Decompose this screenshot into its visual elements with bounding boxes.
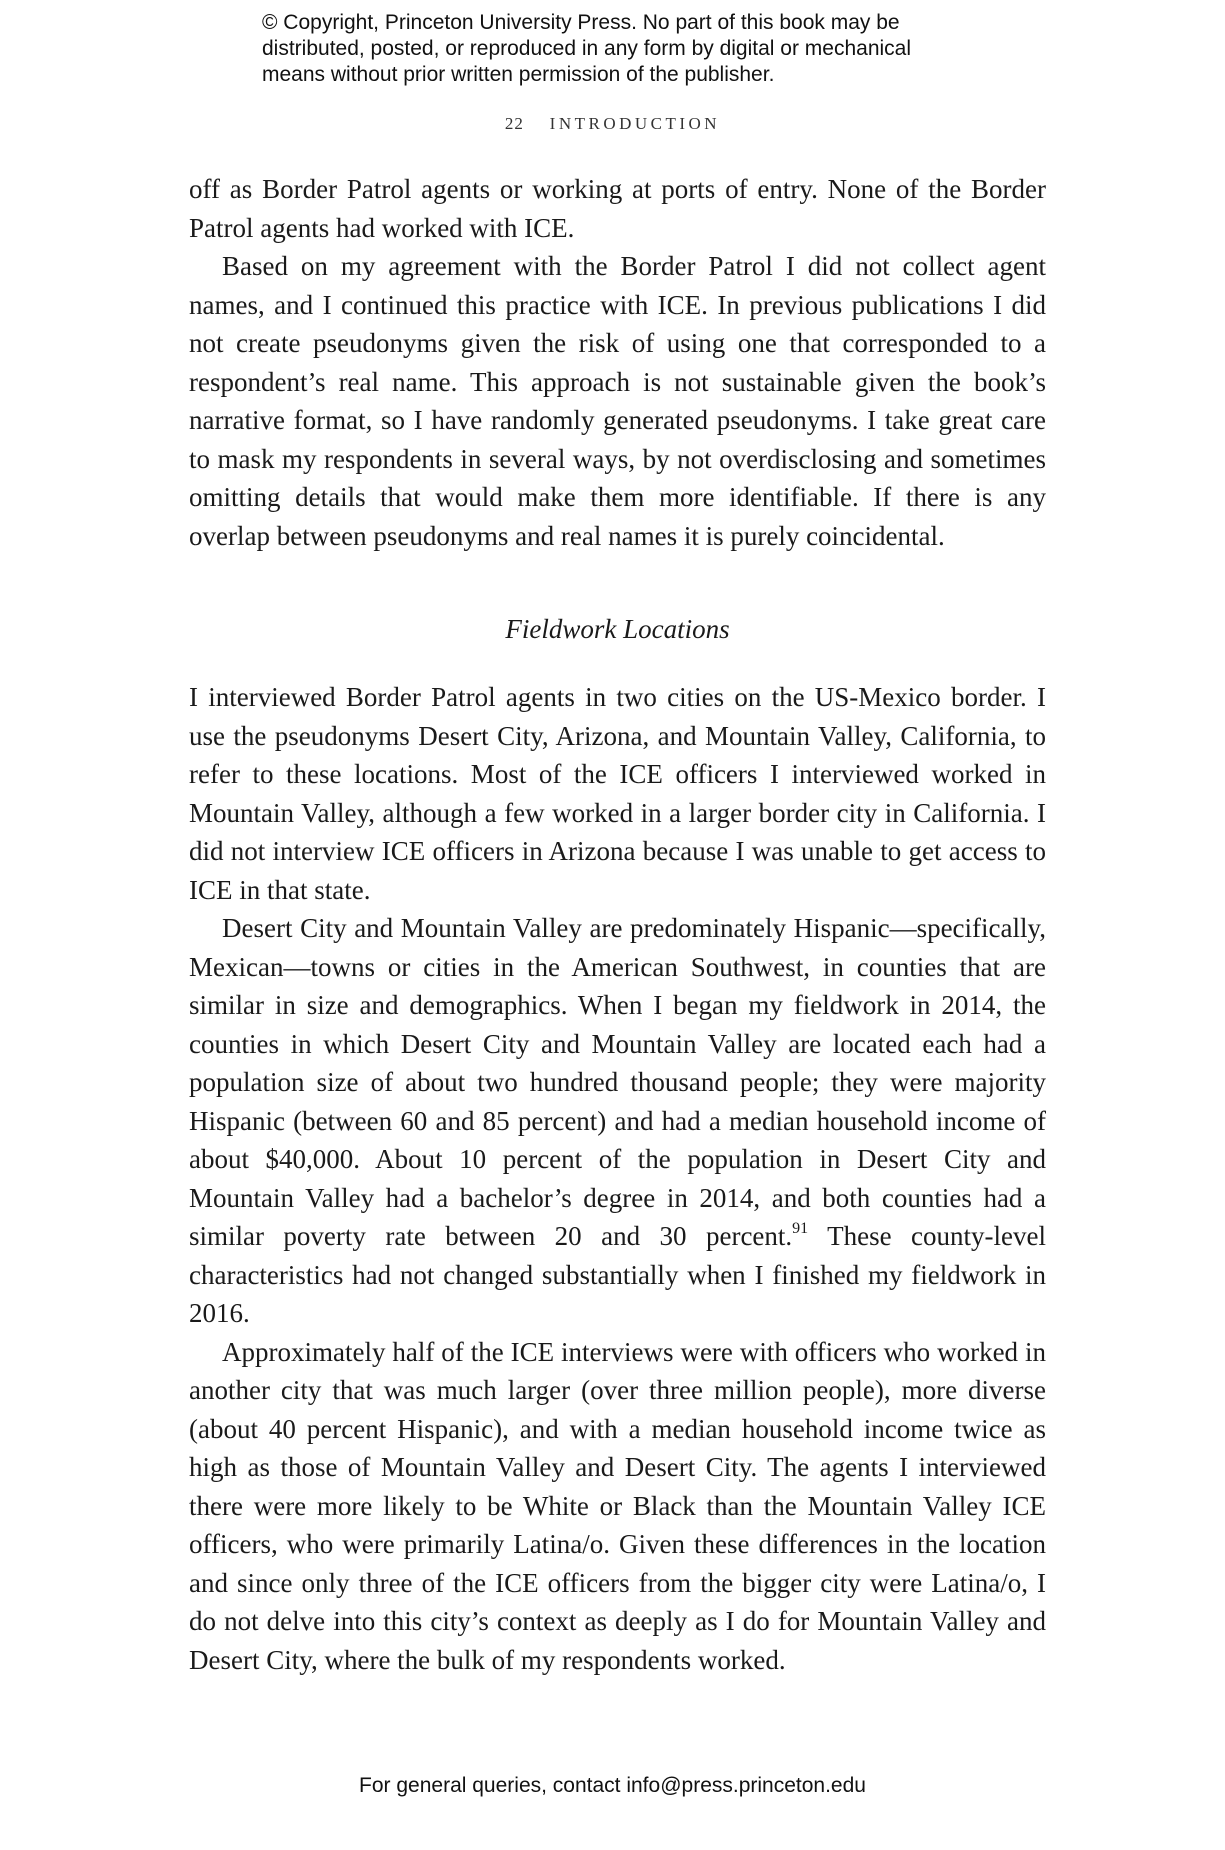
copyright-line: © Copyright, Princeton University Press. No part of this book may be: [262, 11, 900, 34]
copyright-line: distributed, posted, or reproduced in any form by digital or mechanical: [262, 37, 912, 60]
paragraph: [189, 909, 1046, 1333]
copyright-notice: [262, 10, 1022, 88]
paragraph-text: Desert City and Mountain Valley are predominately Hispanic—specifically, Mexican—towns or cities in the American Southwest, in counties that are similar in size and demographics. When I began my fieldwork in 2014, the counties in which Desert City and Mountain Valley are located each had a population size of about two hundred thousand people; they were majority Hispanic (between 60 and 85 percent) and had a median household income of about $40,000. About 10 percent of the population in Desert City and Mountain Valley had a bachelor’s degree in 2014, and both counties had a similar poverty rate between 20 and 30 percent.: [189, 913, 1046, 1251]
section-heading: Fieldwork Locations: [505, 614, 730, 644]
paragraph: Approximately half of the ICE interviews were with officers who worked in another city that was much larger (over three million people), more diverse (about 40 percent Hispanic), and with a median household income twice as high as those of Mountain Valley and Desert City. The agents I interviewed there were more likely to be White or Black than the Mountain Valley ICE officers, who were primarily Latina/o. Given these differences in the location and since only three of the ICE officers from the bigger city were Latina/o, I do not delve into this city’s context as deeply as I do for Mountain Valley and Desert City, where the bulk of my respondents worked.: [189, 1336, 1046, 1675]
chapter-title: INTRODUCTION: [549, 114, 721, 133]
paragraph: off as Border Patrol agents or working at ports of entry. None of the Border Patrol agents had worked with ICE.: [189, 174, 1046, 243]
copyright-line: means without prior written permission of the publisher.: [262, 63, 775, 86]
footnote-reference[interactable]: 91: [792, 1220, 809, 1237]
footer-contact: For general queries, contact info@press.princeton.edu: [359, 1774, 866, 1797]
paragraph: I interviewed Border Patrol agents in two cities on the US-Mexico border. I use the pseudonyms Desert City, Arizona, and Mountain Valley, California, to refer to these locations. Most of the ICE officers I interviewed worked in Mountain Valley, although a few worked in a larger border city in California. I did not interview ICE officers in Arizona because I was unable to get access to ICE in that state.: [189, 682, 1046, 905]
running-head: [0, 114, 1225, 134]
paragraph-text: These county-level characteristics had not changed substantially when I finished my fieldwork in 2016.: [189, 1221, 1046, 1328]
page-number: 22: [504, 114, 524, 133]
paragraph: Based on my agreement with the Border Patrol I did not collect agent names, and I continued this practice with ICE. In previous publications I did not create pseudonyms given the risk of using one that corresponded to a respondent’s real name. This approach is not sustainable given the book’s narrative format, so I have randomly generated pseudonyms. I take great care to mask my respondents in several ways, by not overdisclosing and sometimes omitting details that would make them more identifiable. If there is any overlap between pseudonyms and real names it is purely coincidental.: [189, 251, 1046, 551]
main-text: [189, 170, 1046, 1679]
